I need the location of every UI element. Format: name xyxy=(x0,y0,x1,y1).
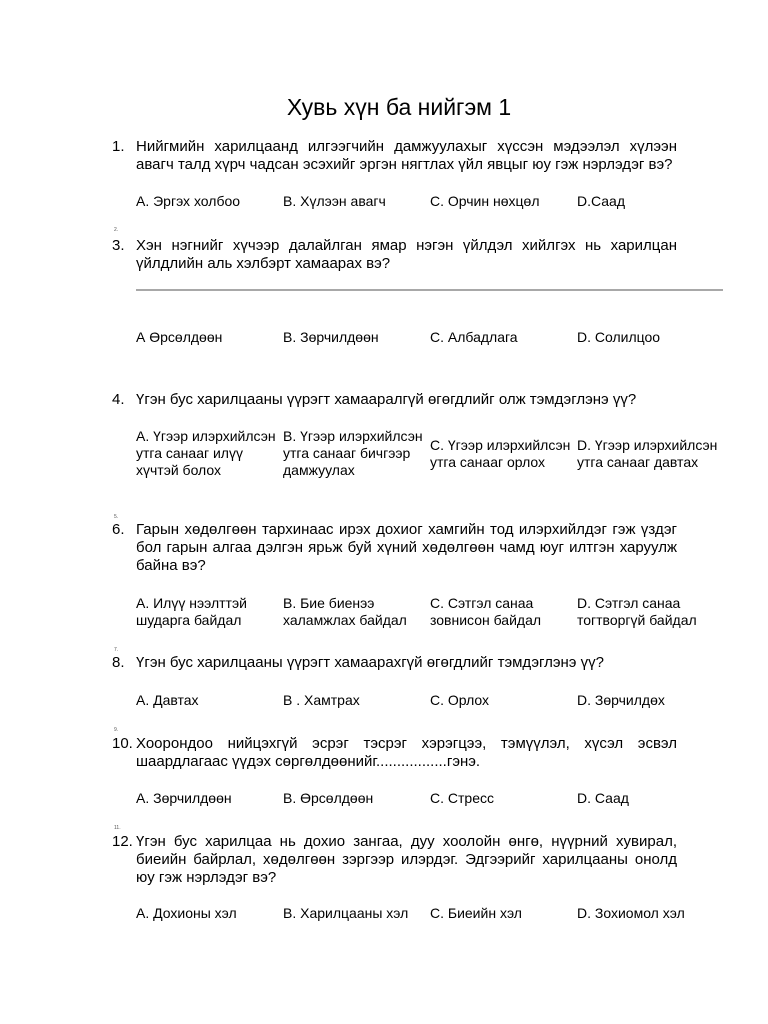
answer-options xyxy=(136,329,736,346)
question-text: Үгэн бус харилцааны үүрэгт хамааралгүй өгөгдлийг олж тэмдэглэнэ үү? xyxy=(136,391,637,408)
question-number: 10. xyxy=(112,735,133,752)
answer-options xyxy=(136,692,736,709)
question-text: Хоорондоо нийцэхгүй эсрэг тэсрэг хэрэгцээ, тэмүүлэл, хүсэл эсвэл шаардлагаас үүдэх сөргөлдөөнийг.................гэнэ. xyxy=(136,735,677,770)
option-b[interactable]: В. Үгээр илэрхийлсэн утга санааг бичгээр дамжуулах xyxy=(283,428,423,478)
option-c[interactable]: С. Үгээр илэрхийлсэн утга санааг орлох xyxy=(430,436,571,470)
question-number: 12. xyxy=(112,833,133,850)
option-b[interactable]: В. Зөрчилдөөн xyxy=(283,329,379,345)
list-marker-small: 2. xyxy=(114,227,119,233)
question-number: 3. xyxy=(112,237,125,254)
option-d[interactable]: D.Саад xyxy=(577,193,626,209)
option-b[interactable]: В. Өрсөлдөөн xyxy=(283,790,374,806)
option-a[interactable]: А. Үгээр илэрхийлсэн утга санааг илүү хүчтэй болох xyxy=(136,428,276,478)
option-a[interactable]: А. Зөрчилдөөн xyxy=(136,790,232,806)
horizontal-divider xyxy=(136,289,723,291)
option-c[interactable]: С. Орлох xyxy=(430,692,490,708)
option-c[interactable]: С. Орчин нөхцөл xyxy=(430,193,540,209)
list-marker-small: 11. xyxy=(114,825,121,831)
answer-options xyxy=(136,193,736,210)
option-c[interactable]: С. Биеийн хэл xyxy=(430,905,522,921)
question-number: 4. xyxy=(112,391,125,408)
question-text: Хэн нэгнийг хүчээр далайлган ямар нэгэн үйлдэл хийлгэх нь харилцан үйлдлийн аль хэлбэрт хамаарах вэ? xyxy=(136,237,677,272)
answer-options xyxy=(136,595,736,629)
answer-options xyxy=(136,905,736,922)
option-d[interactable]: D. Сэтгэл санаа тогтворгүй байдал xyxy=(577,595,697,628)
question-text: Нийгмийн харилцаанд илгээгчийн дамжуулахыг хүссэн мэдээлэл хүлээн авагч талд хүрч чадсан эсэхийг эргэн нягтлах үйл явцыг юу гэж нэрлэдэг вэ? xyxy=(136,138,677,173)
option-b[interactable]: В. Харилцааны хэл xyxy=(283,905,409,921)
list-marker-small: 9. xyxy=(114,727,119,733)
option-c[interactable]: С. Албадлага xyxy=(430,329,518,345)
document-title: Хувь хүн ба нийгэм 1 xyxy=(286,94,512,120)
option-d[interactable]: D. Зөрчилдөх xyxy=(577,692,665,708)
question-number: 1. xyxy=(112,138,125,155)
list-marker-small: 5. xyxy=(114,514,119,520)
option-b[interactable]: В. Бие биенээ халамжлах байдал xyxy=(283,595,407,628)
answer-options xyxy=(136,790,736,807)
option-c[interactable]: С. Стресс xyxy=(430,790,494,806)
option-d[interactable]: D. Үгээр илэрхийлсэн утга санааг давтах xyxy=(577,436,718,470)
question-text: Гарын хөдөлгөөн тархинаас ирэх дохиог хамгийн тод илэрхийлдэг гэж үздэг бол гарын алгаа дэлгэн ярьж буй хүний хөдөлгөөн чамд юуг илтгэн харуулж байна вэ? xyxy=(136,521,677,574)
option-c[interactable]: С. Сэтгэл санаа зовнисон байдал xyxy=(430,595,542,628)
option-d[interactable]: D. Солилцоо xyxy=(577,329,661,345)
option-b[interactable]: В. Хүлээн авагч xyxy=(283,193,386,209)
answer-options xyxy=(136,428,736,479)
option-d[interactable]: D. Саад xyxy=(577,790,629,806)
option-a[interactable]: А Өрсөлдөөн xyxy=(136,329,223,345)
question-number: 8. xyxy=(112,654,125,671)
option-a[interactable]: А. Илүү нээлттэй шударга байдал xyxy=(136,595,247,628)
question-number: 6. xyxy=(112,521,125,538)
question-text: Үгэн бус харилцаа нь дохио зангаа, дуу хоолойн өнгө, нүүрний хувирал, биеийн байрлал, хөдөлгөөн зэргээр илэрдэг. Эдгээрийг харилцааны онолд юу гэж нэрлэдэг вэ? xyxy=(136,833,677,886)
option-a[interactable]: А. Дохионы хэл xyxy=(136,905,237,921)
option-d[interactable]: D. Зохиомол хэл xyxy=(577,905,685,921)
question-text: Үгэн бус харилцааны үүрэгт хамаарахгүй өгөгдлийг тэмдэглэнэ үү? xyxy=(136,654,604,671)
option-b[interactable]: В . Хамтрах xyxy=(283,692,360,708)
option-a[interactable]: А. Эргэх холбоо xyxy=(136,193,241,209)
option-a[interactable]: А. Давтах xyxy=(136,692,199,708)
list-marker-small: 7. xyxy=(114,647,119,653)
